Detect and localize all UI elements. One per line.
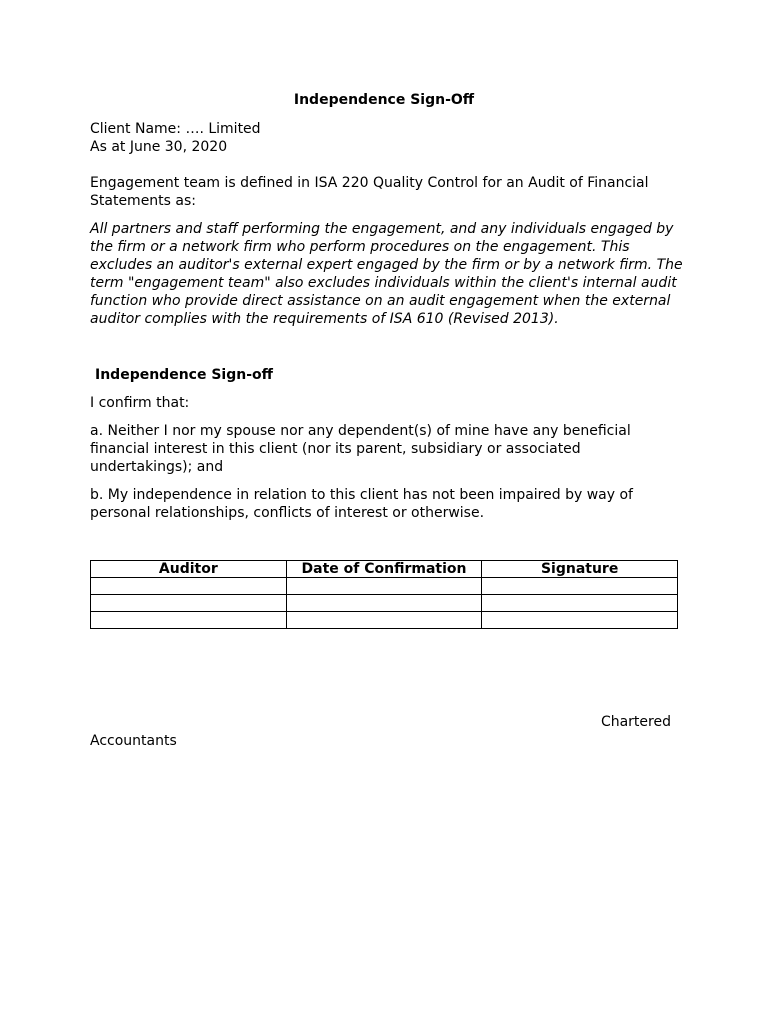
cell-signature[interactable] [482,595,678,612]
signature-table [90,560,678,629]
engagement-intro: Engagement team is defined in ISA 220 Quality Control for an Audit of Financial Statements as: [90,175,649,209]
table-row [91,595,678,612]
engagement-definition: All partners and staff performing the engagement, and any individuals engaged by the firm or a network firm who perform procedures on the engagement. This excludes an auditor's external expert engaged by the firm or by a network firm. The term "engagement team" also excludes individuals within the client's internal audit function who provide direct assistance on an audit engagement when the external auditor complies with the requirements of ISA 610 (Revised 2013). [90,221,683,327]
cell-date[interactable] [286,595,482,612]
column-header-date: Date of Confirmation [286,561,482,578]
document-title: Independence Sign-Off [293,92,475,108]
column-header-auditor: Auditor [91,561,287,578]
confirmation-item-b: b. My independence in relation to this client has not been impaired by way of personal relationships, conflicts of interest or otherwise. [90,487,633,521]
cell-signature[interactable] [482,578,678,595]
cell-auditor[interactable] [91,578,287,595]
section-heading: Independence Sign-off [95,367,273,383]
confirm-intro: I confirm that: [90,395,190,411]
cell-auditor[interactable] [91,595,287,612]
cell-date[interactable] [286,612,482,629]
table-row [91,578,678,595]
footer-accountants: Accountants [90,733,177,749]
table-row [91,612,678,629]
table-header-row [91,561,678,578]
column-header-signature: Signature [482,561,678,578]
cell-signature[interactable] [482,612,678,629]
footer-chartered: Chartered [600,714,671,730]
as-at-date: As at June 30, 2020 [90,139,228,155]
client-name: Client Name: …. Limited [90,121,261,137]
confirmation-item-a: a. Neither I nor my spouse nor any dependent(s) of mine have any beneficial financial interest in this client (nor its parent, subsidiary or associated undertakings); and [90,423,631,475]
cell-auditor[interactable] [91,612,287,629]
cell-date[interactable] [286,578,482,595]
